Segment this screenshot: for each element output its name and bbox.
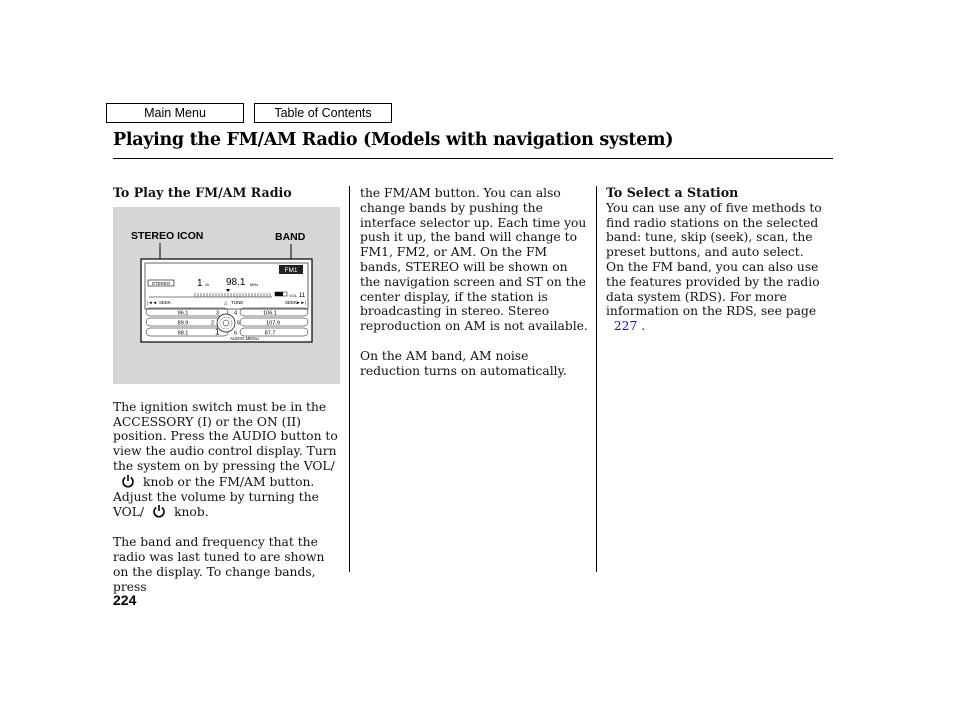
svg-text:|◄◄: |◄◄ — [147, 299, 158, 305]
svg-text:►►|: ►►| — [296, 299, 307, 305]
main-menu-button[interactable]: Main Menu — [106, 103, 244, 123]
power-icon — [152, 504, 166, 518]
vol-label: VOL — [289, 292, 298, 298]
preset-freq-2: 89.9 — [177, 320, 189, 327]
svg-text:△: △ — [224, 299, 228, 305]
page-title: Playing the FM/AM Radio (Models with navigation system) — [113, 130, 674, 150]
preset-freq-5: 107.9 — [266, 320, 280, 327]
band-text: FM1 — [284, 266, 298, 274]
vol-value: 11 — [299, 292, 306, 299]
preset-num-6: 6 — [234, 330, 238, 337]
preset-freq-4: 106.1 — [263, 310, 277, 317]
column-2 — [360, 186, 588, 379]
stereo-text: STEREO — [151, 280, 171, 286]
seek-right-label: SEEK — [285, 299, 298, 305]
paragraph-change-bands: the FM/AM button. You can also change bands by pushing the interface selector up. Each time you push it up, the band will change to FM1, FM2, or AM. On the FM bands, STEREO will be shown on the navigation screen and ST on the center display, if the station is broadcasting in stereo. Stereo reproduction on AM is not available. — [360, 186, 588, 334]
preset-suffix: ch — [205, 281, 210, 287]
preset-num-1: 1 — [215, 327, 220, 337]
radio-display-figure — [113, 207, 340, 384]
preset-number: 1 — [197, 277, 203, 289]
paragraph-am-noise: On the AM band, AM noise reduction turns on automatically. — [360, 348, 567, 378]
column-divider-1 — [349, 186, 350, 572]
preset-num-3: 3 — [216, 310, 220, 317]
tune-label: TUNE — [231, 299, 244, 305]
paragraph-band-frequency: The band and frequency that the radio was last tuned to are shown on the display. To change bands, press — [113, 535, 325, 594]
preset-freq-1: 98.1 — [177, 330, 189, 337]
column-1 — [113, 186, 341, 594]
table-of-contents-button[interactable]: Table of Contents — [254, 103, 392, 123]
preset-freq-3: 96.1 — [177, 310, 189, 317]
preset-num-2: 2 — [211, 320, 215, 327]
page-number: 224 — [113, 592, 137, 608]
preset-num-5: 5 — [237, 320, 241, 327]
frequency-unit: MHz — [250, 281, 259, 287]
column-divider-2 — [596, 186, 597, 572]
column-3 — [606, 186, 828, 334]
section-heading-select-station: To Select a Station — [606, 185, 739, 200]
paragraph-five-methods: You can use any of five methods to find radio stations on the selected band: tune, skip (seek), scan, the preset buttons, and auto select. — [606, 200, 822, 260]
paragraph-ignition: The ignition switch must be in the ACCESSORY (I) or the ON (II) position. Press the AUDIO button to view the audio control display. Turn the system on by pressing the VOL/knob or the FM/AM button. Adjust the volume by turning the VOL/ knob. — [113, 399, 338, 520]
stereo-icon-callout: STEREO ICON — [131, 229, 204, 242]
paragraph-rds: On the FM band, you can also use the features provided by the radio data system (RDS). For more information on the RDS, see page 227 . — [606, 259, 820, 334]
page-227-link[interactable]: 227 — [613, 319, 638, 334]
interface-dial-icon — [217, 314, 235, 332]
title-divider — [113, 158, 833, 159]
audio-menu-label: AUDIO MENU — [230, 335, 259, 341]
seek-left-label: SEEK — [159, 299, 172, 305]
power-icon — [121, 474, 135, 488]
preset-freq-6: 87.7 — [264, 330, 276, 337]
band-callout: BAND — [275, 230, 306, 243]
preset-num-4: 4 — [234, 310, 238, 317]
section-heading-play-radio: To Play the FM/AM Radio — [113, 185, 292, 200]
frequency-readout: 98.1 — [226, 276, 246, 288]
radio-screen-diagram — [113, 207, 340, 384]
